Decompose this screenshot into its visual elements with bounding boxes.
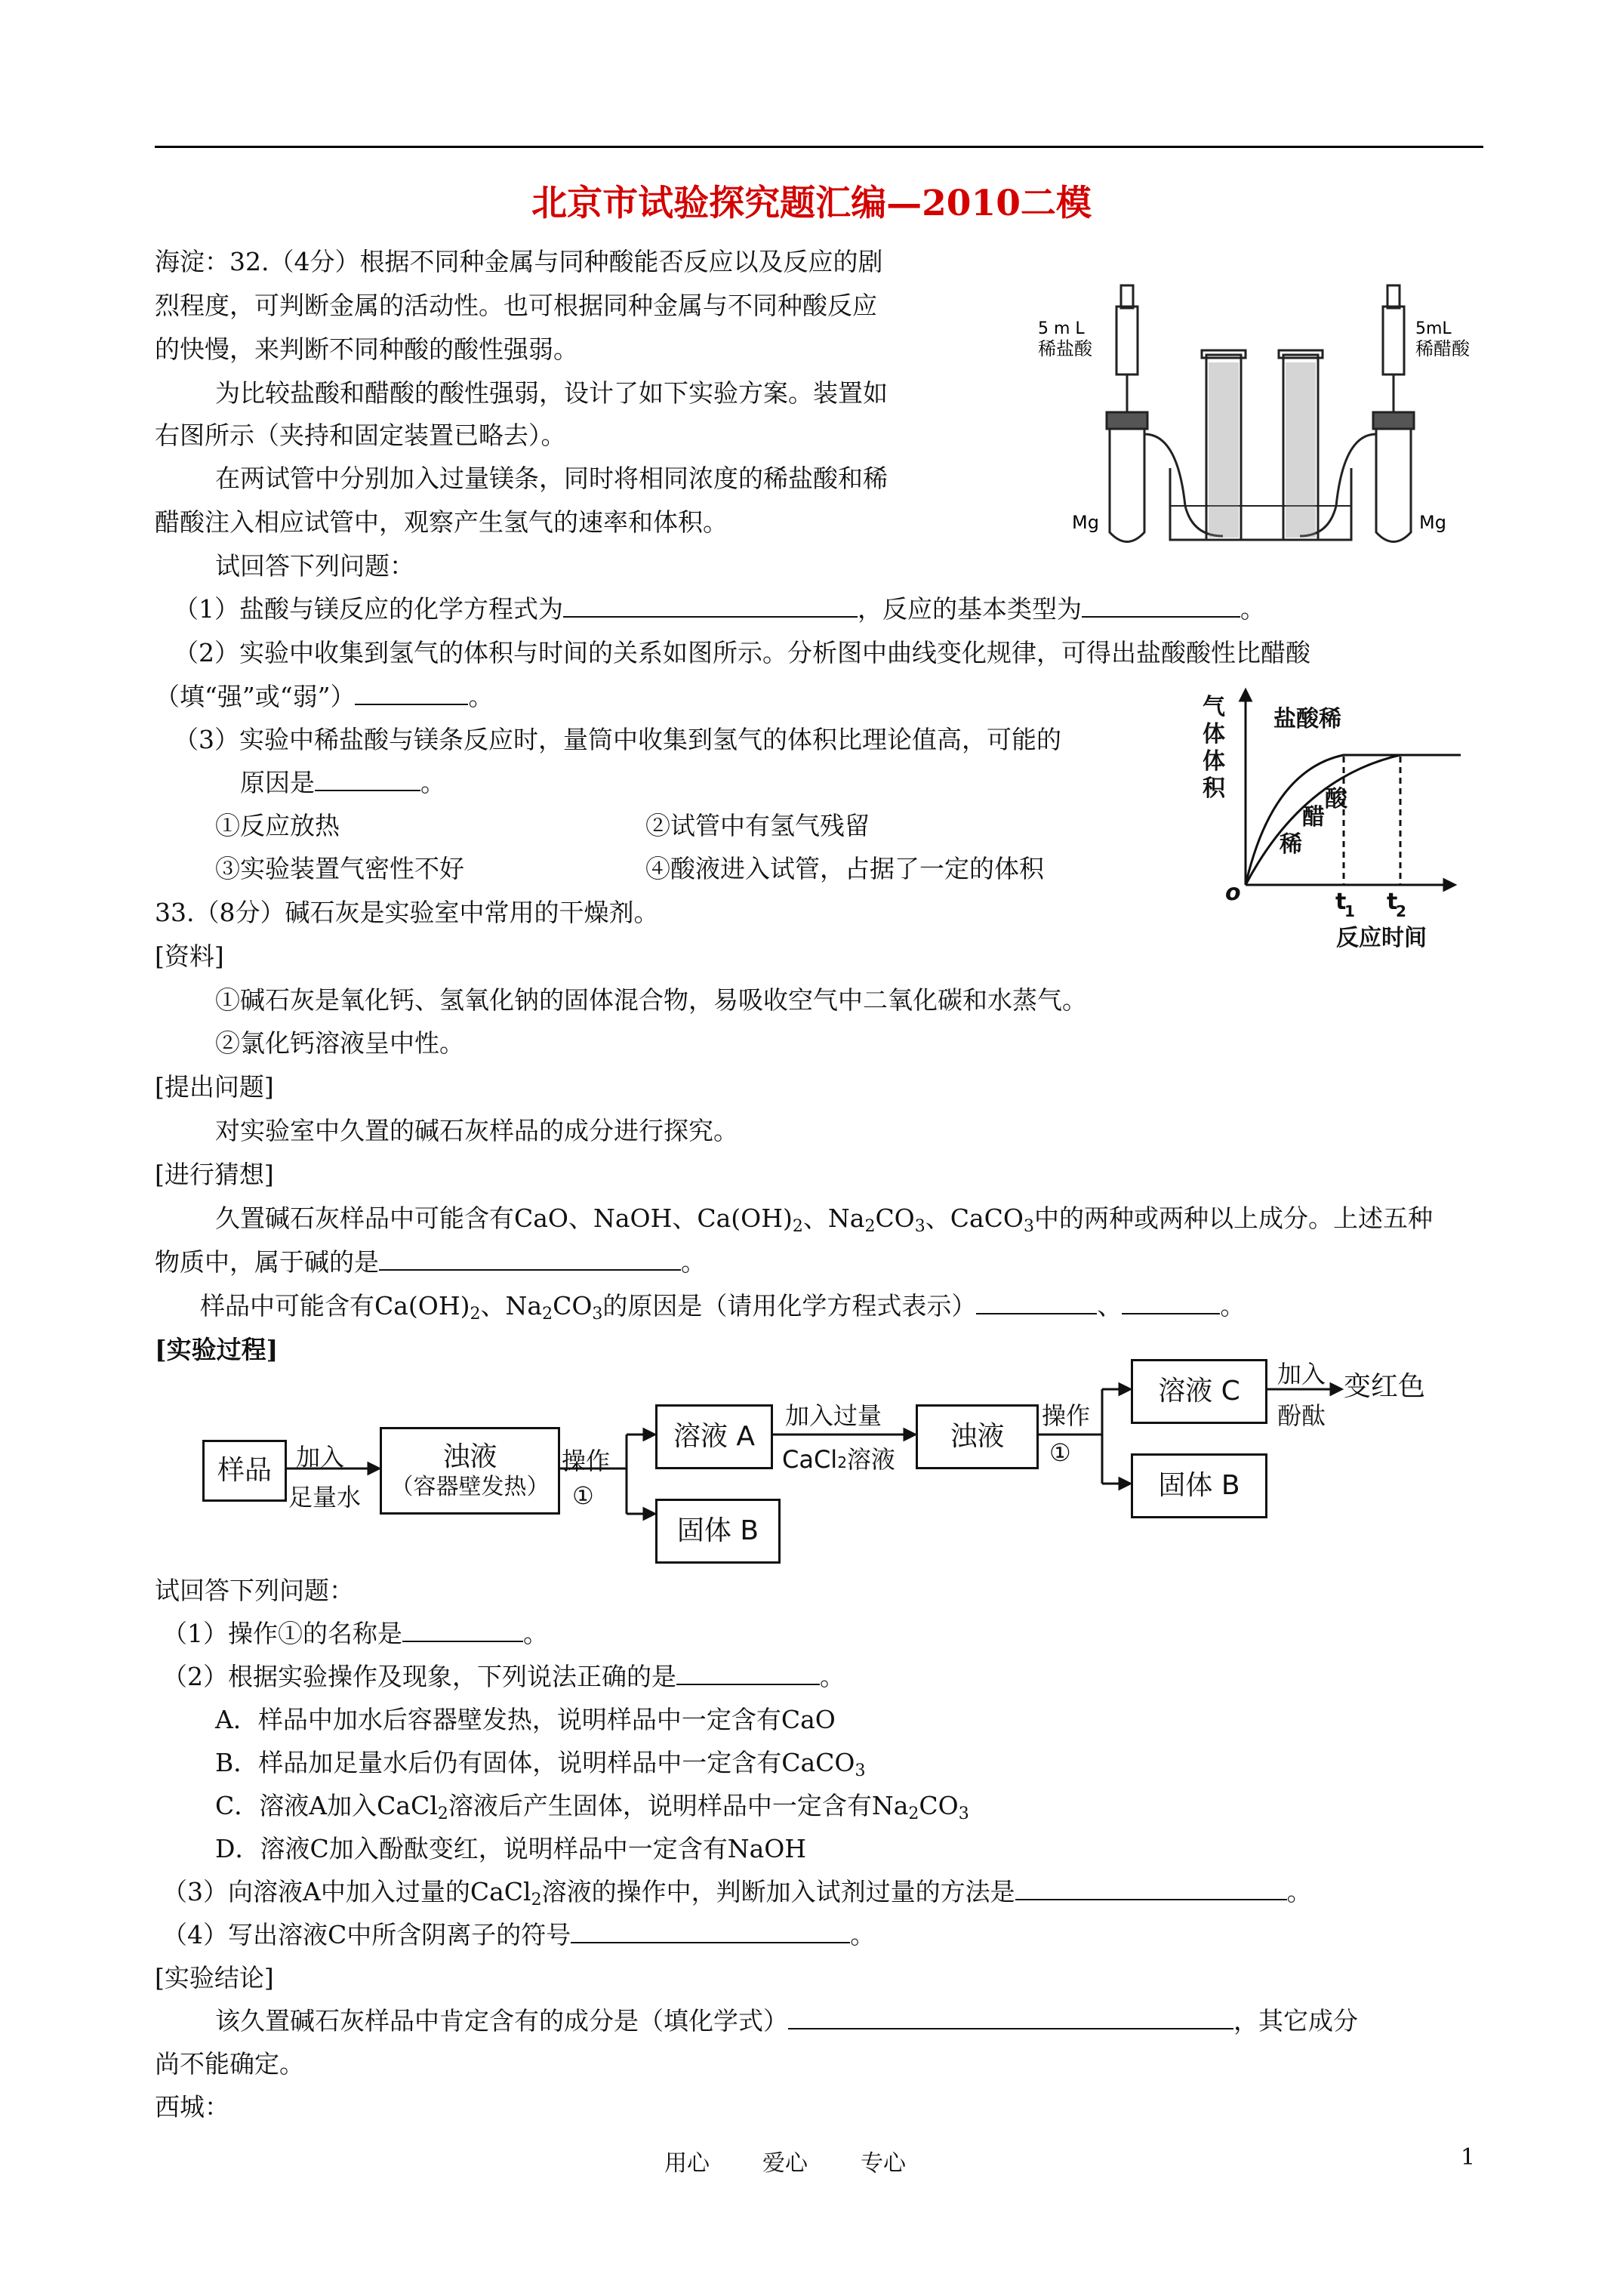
flow-cacl2-label: CaCl2溶液	[782, 1445, 895, 1474]
flow-turns-red-label: 变红色	[1344, 1371, 1426, 1402]
left-mg-label: Mg	[1072, 512, 1099, 533]
flow-op-num-1: ①	[572, 1481, 594, 1510]
q33-choice-d: D．溶液C加入酚酞变红，说明样品中一定含有NaOH	[215, 1834, 807, 1863]
option-2: ②试管中有氢气残留	[645, 811, 870, 840]
t2-label: t	[1387, 889, 1398, 915]
origin-label: o	[1225, 880, 1241, 906]
q33-intro: 33.（8分）碱石灰是实验室中常用的干燥剂。	[155, 898, 659, 927]
flow-add-label-2: 加入	[1277, 1360, 1326, 1388]
flow-add-excess-label: 加入过量	[785, 1401, 882, 1430]
q32-sub1: （1）盐酸与镁反应的化学方程式为 ，反应的基本类型为 。	[174, 594, 1265, 624]
q32-line3: 的快慢，来判断不同种酸的酸性强弱。	[155, 334, 578, 364]
q33-conclusion-1: 该久置碱石灰样品中肯定含有的成分是（填化学式） ，其它成分	[215, 2006, 1358, 2036]
page-title: 北京市试验探究题汇编—2010二模	[531, 183, 1092, 224]
footer-text-2: 爱心	[762, 2150, 808, 2177]
xlabel: 反应时间	[1336, 925, 1427, 951]
right-acid-name: 稀醋酸	[1415, 338, 1470, 359]
q32-line6: 在两试管中分别加入过量镁条，同时将相同浓度的稀盐酸和稀	[215, 464, 888, 493]
q32-sub3b: 原因是 。	[240, 768, 445, 797]
flow-sample-box: 样品	[202, 1440, 287, 1502]
option-4: ④酸液进入试管，占据了一定的体积	[645, 854, 1044, 883]
q32-line7: 醋酸注入相应试管中，观察产生氢气的速率和体积。	[155, 507, 728, 537]
q33-p1: （1）操作①的名称是 。	[162, 1619, 548, 1648]
footer-text-3: 专心	[861, 2150, 906, 2177]
q33-guess3: 样品中可能含有$Ca(OH)_2$、$Na_2CO_3$的原因是（请用化学方程式表示） 、 。	[200, 1291, 1246, 1324]
q32-line1: 海淀：32.（4分）根据不同种金属与同种酸能否反应以及反应的剧	[155, 247, 883, 276]
q32-line4: 为比较盐酸和醋酸的酸性强弱，设计了如下实验方案。装置如	[215, 378, 888, 408]
q33-conclusion-2: 尚不能确定。	[155, 2049, 304, 2079]
xicheng-label: 西城：	[155, 2092, 229, 2122]
q33-heading-question: [提出问题]	[155, 1072, 274, 1102]
q32-line5: 右图所示（夹持和固定装置已略去）。	[155, 421, 566, 450]
q33-ask: 试回答下列问题：	[155, 1576, 354, 1605]
flow-op-num-2: ①	[1049, 1438, 1071, 1467]
flow-turbid-box-2: 浊液	[916, 1404, 1039, 1469]
ylabel-char-2: 体	[1203, 721, 1225, 747]
q33-choice-b: B．样品加足量水后仍有固体，说明样品中一定含有CaCO$_3$	[215, 1748, 866, 1780]
q32-line8: 试回答下列问题：	[215, 551, 414, 581]
ylabel-char-1: 气	[1203, 694, 1225, 720]
q33-p2: （2）根据实验操作及现象，下列说法正确的是 。	[162, 1662, 845, 1691]
q33-heading-guess: [进行猜想]	[155, 1160, 274, 1189]
left-acid-volume: 5 m L	[1038, 319, 1085, 338]
flow-turbid-box-1: 浊液 （容器壁发热）	[380, 1427, 560, 1515]
right-acid-volume: 5mL	[1415, 319, 1452, 338]
acetic-label-1: 酸	[1325, 786, 1347, 812]
q33-question: 对实验室中久置的碱石灰样品的成分进行探究。	[215, 1116, 738, 1145]
q32-line2: 烈程度，可判断金属的活动性。也可根据同种金属与不同种酸反应	[155, 291, 877, 320]
right-mg-label: Mg	[1419, 512, 1446, 533]
t1-subscript: 1	[1344, 902, 1355, 920]
q33-guess1: 久置碱石灰样品中可能含有CaO、NaOH、$Ca(OH)_2$、$Na_2CO_3$、CaCO$_3$中的两种或两种以上成分。上述五种	[215, 1203, 1433, 1236]
acetic-label-3: 稀	[1280, 831, 1302, 858]
q33-heading-conclusion: [实验结论]	[155, 1963, 274, 1992]
option-3: ③实验装置气密性不好	[215, 854, 464, 883]
flow-solid-b-box-1: 固体 B	[655, 1499, 781, 1564]
flow-op-label-2: 操作	[1042, 1401, 1091, 1430]
ylabel-char-4: 积	[1203, 775, 1225, 802]
q33-choice-c: C．溶液A加入CaCl$_2$溶液后产生固体，说明样品中一定含有$Na_2CO_3$	[215, 1791, 969, 1823]
q32-sub2: （2）实验中收集到氢气的体积与时间的关系如图所示。分析图中曲线变化规律，可得出盐酸酸性比醋酸	[174, 638, 1310, 667]
flow-op-label-1: 操作	[562, 1447, 611, 1475]
option-1: ①反应放热	[215, 811, 340, 840]
q33-heading-process: [实验过程]	[155, 1335, 279, 1364]
ylabel-char-3: 体	[1203, 748, 1225, 775]
acetic-label-2: 醋	[1302, 804, 1325, 831]
q33-heading-info: [资料]	[155, 942, 224, 971]
flow-solution-a-box: 溶液 A	[655, 1404, 773, 1469]
q33-p4: （4）写出溶液C中所含阴离子的符号 。	[162, 1920, 876, 1949]
flow-add-label: 加入	[296, 1443, 345, 1472]
t2-subscript: 2	[1396, 902, 1406, 920]
flow-phenolphthalein-label: 酚酞	[1277, 1401, 1326, 1430]
q33-p3: （3）向溶液A中加入过量的CaCl$_2$溶液的操作中，判断加入试剂过量的方法是 。	[162, 1877, 1312, 1909]
q33-guess2: 物质中，属于碱的是 。	[155, 1247, 706, 1277]
q32-sub2b: （填“强”或“弱”） 。	[155, 682, 494, 711]
flow-solution-c-box: 溶液 C	[1131, 1359, 1267, 1424]
left-acid-name: 稀盐酸	[1038, 338, 1092, 359]
q33-choice-a: A．样品中加水后容器壁发热，说明样品中一定含有CaO	[215, 1705, 836, 1734]
t1-label: t	[1335, 889, 1347, 915]
footer-text-1: 用心	[664, 2150, 710, 2177]
q32-sub3: （3）实验中稀盐酸与镁条反应时，量筒中收集到氢气的体积比理论值高，可能的	[174, 725, 1061, 754]
page-number: 1	[1461, 2144, 1476, 2171]
hcl-curve-label: 盐酸稀	[1273, 706, 1341, 732]
q33-info1: ①碱石灰是氧化钙、氢氧化钠的固体混合物，易吸收空气中二氧化碳和水蒸气。	[215, 985, 1087, 1015]
q33-info2: ②氯化钙溶液呈中性。	[215, 1028, 464, 1058]
flow-solid-b-box-2: 固体 B	[1131, 1453, 1267, 1518]
flow-water-label: 足量水	[288, 1483, 362, 1512]
